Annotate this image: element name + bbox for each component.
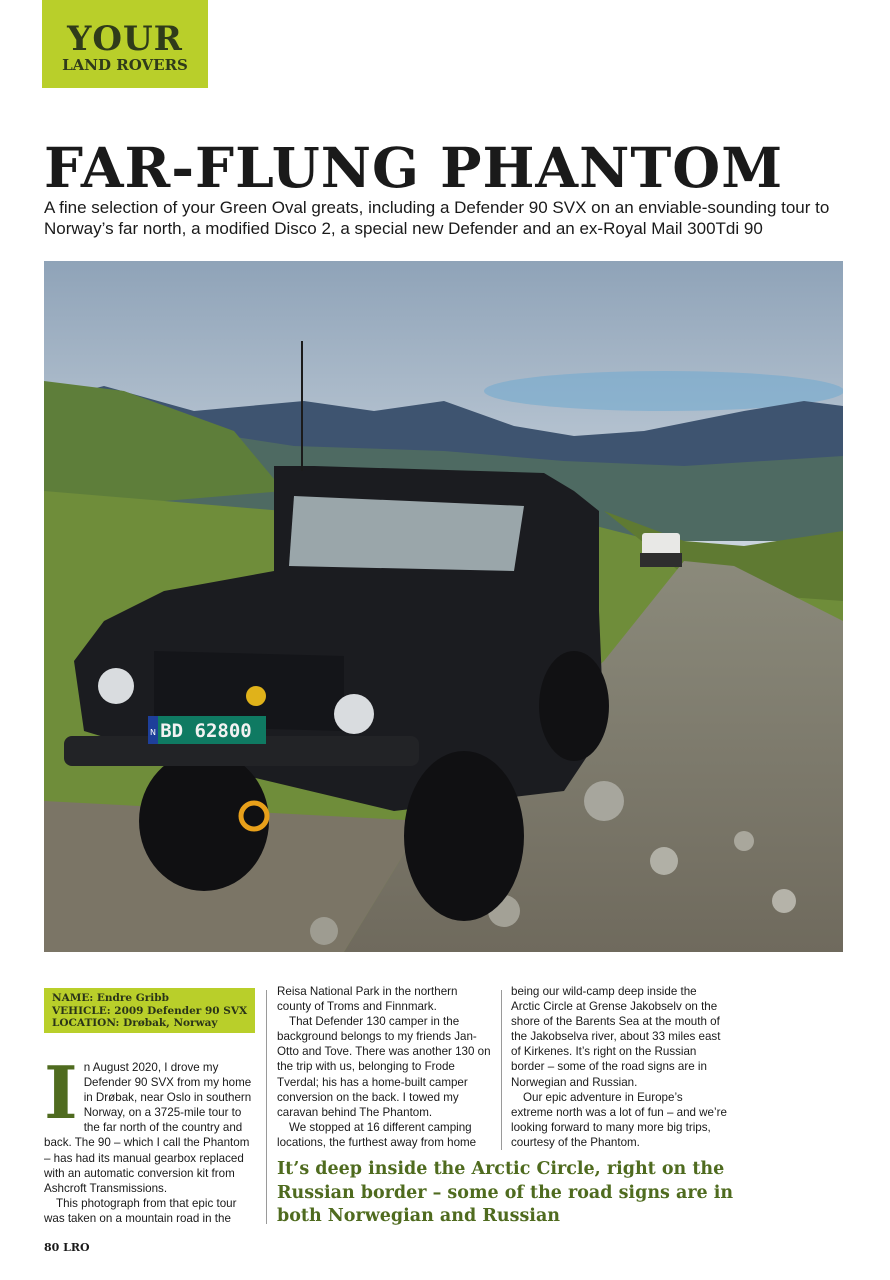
body-paragraph-1-text: n August 2020, I drove my Defender 90 SVX from my home in Drøbak, near Oslo in southern Norway, on a 3725-mile tour to the far north of the country and back. The 90 – which I call the Phantom – has had its manual gearbox replaced with an automatic conversion kit from Ashcroft Transmissions. xyxy=(44,1061,252,1195)
body-paragraph-3: That Defender 130 camper in the background belongs to my friends Jan-Otto and Tove. There was another 130 on the trip with us, belonging to Frode Tverdal; his has a home-built camper conversion on the back. I towed my caravan behind The Phantom. xyxy=(277,1015,491,1119)
section-tag-line1: YOUR xyxy=(67,19,183,59)
infobox-name: NAME: Endre Gribb xyxy=(52,992,169,1004)
body-paragraph-2-start: This photograph from that epic tour was taken on a mountain road in the xyxy=(44,1196,237,1225)
body-paragraph-5: Our epic adventure in Europe’s extreme north was a lot of fun – and we’re looking forward to many more big trips, courtesy of the Phantom. xyxy=(511,1090,727,1149)
plate-country: N xyxy=(150,728,156,737)
feature-photo xyxy=(44,261,843,952)
column-rule xyxy=(266,990,267,1224)
headline: FAR-FLUNG PHANTOM xyxy=(44,135,784,200)
infobox-location: LOCATION: Drøbak, Norway xyxy=(52,1017,218,1029)
folio xyxy=(44,1241,90,1254)
infobox-vehicle: VEHICLE: 2009 Defender 90 SVX xyxy=(52,1004,248,1017)
body-column-2 xyxy=(277,984,494,1150)
column-rule xyxy=(501,990,502,1150)
standfirst: A fine selection of your Green Oval greats, including a Defender 90 SVX on an enviable-sounding tour to Norway’s far north, a modified Disco 2, a special new Defender and an ex-Royal Mail 300Tdi 90 xyxy=(44,198,830,238)
landscape-photo-icon xyxy=(44,261,843,952)
number-plate: BD 62800 xyxy=(160,720,252,742)
section-tag xyxy=(42,0,208,88)
magazine-name: LRO xyxy=(63,1241,90,1254)
body-paragraph-1 xyxy=(44,1050,258,1196)
section-tag-line2: LAND ROVERS xyxy=(62,56,188,74)
body-paragraph-2-end: Reisa National Park in the northern county of Troms and Finnmark. xyxy=(277,985,458,1014)
body-column-1 xyxy=(44,1050,258,1226)
owner-infobox xyxy=(44,988,255,1033)
page-number: 80 xyxy=(44,1241,60,1254)
drop-cap: I xyxy=(44,1050,78,1135)
body-paragraph-4-end: being our wild-camp deep inside the Arctic Circle at Grense Jakobselv on the shore of the Barents Sea at the mouth of the Jakobselva river, about 33 miles east of Kirkenes. It’s right on the Russian border – some of the road signs are in Norwegian and Russian. xyxy=(511,985,721,1089)
body-column-3 xyxy=(511,984,727,1150)
body-paragraph-4-start: We stopped at 16 different camping locations, the furthest away from home xyxy=(277,1120,477,1149)
pull-quote: It’s deep inside the Arctic Circle, right on the Russian border – some of the road signs are in both Norwegian and Russian xyxy=(277,1159,734,1226)
